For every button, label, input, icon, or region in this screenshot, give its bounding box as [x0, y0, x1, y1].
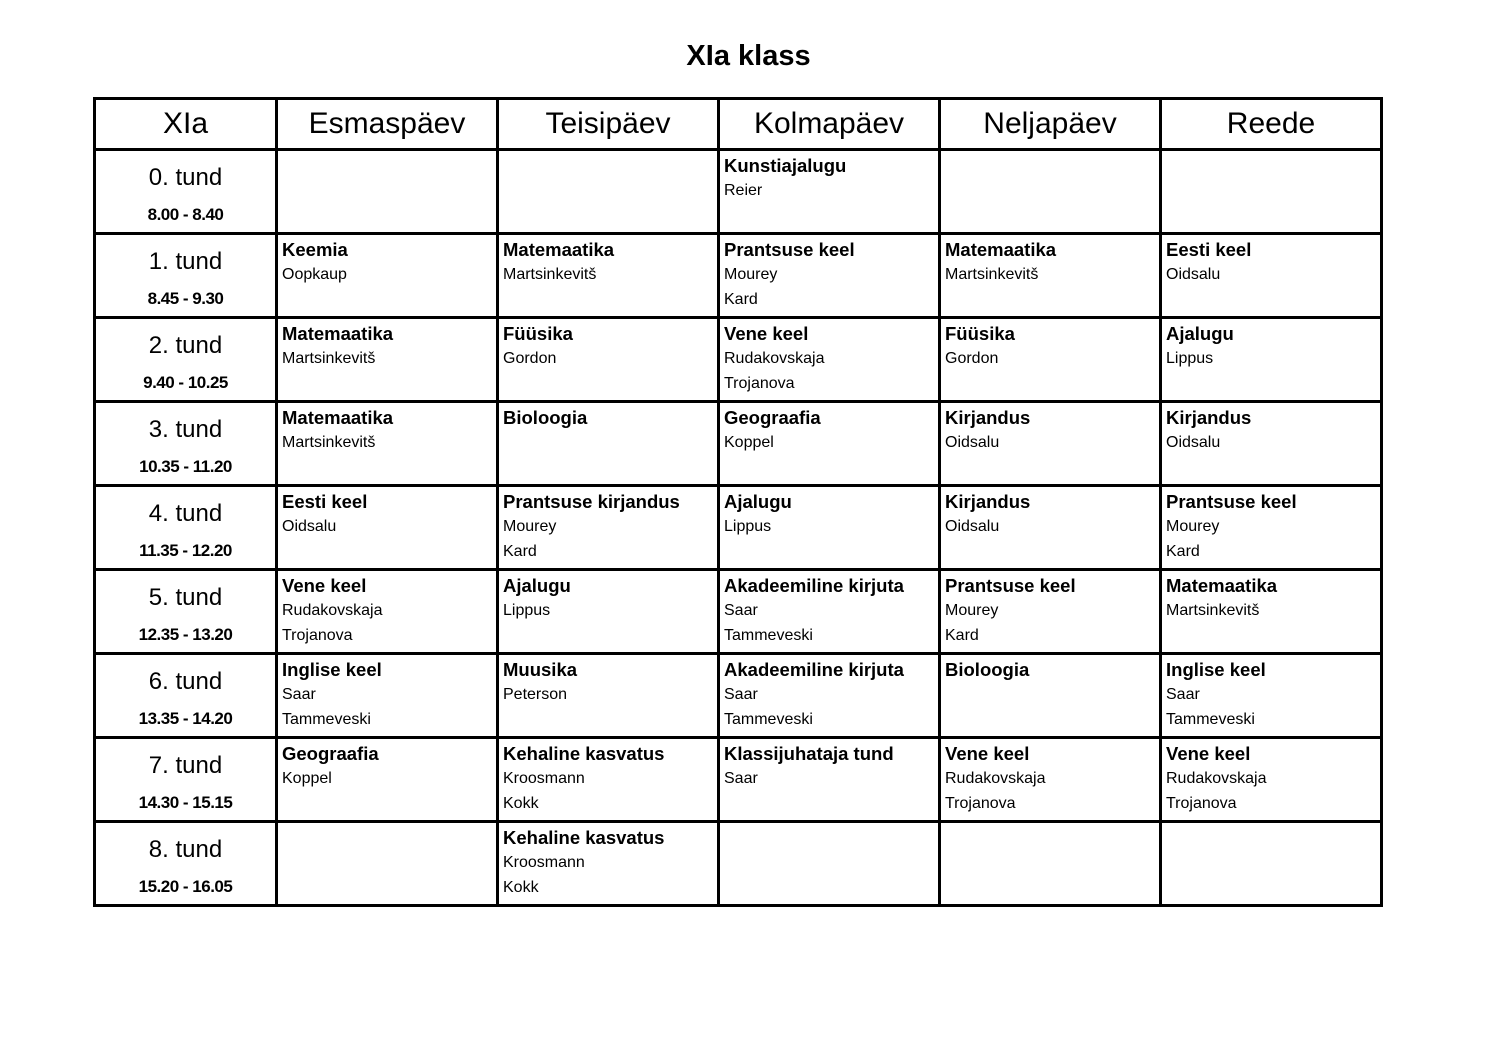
lesson-teacher: Martsinkevitš — [282, 350, 376, 367]
lesson-cell — [1161, 654, 1382, 738]
lesson-teacher: Martsinkevitš — [945, 266, 1039, 283]
lesson-teacher: Lippus — [503, 602, 551, 619]
period-cell — [95, 150, 277, 234]
lesson-cell — [277, 402, 498, 486]
period-time: 9.40 - 10.25 — [143, 373, 228, 393]
lesson-cell — [719, 234, 940, 318]
day-header-wednesday: Kolmapäev — [719, 99, 940, 150]
lesson-subject: Akadeemiline kirjuta — [724, 659, 904, 680]
period-time: 13.35 - 14.20 — [138, 709, 233, 729]
timetable-body — [95, 150, 1382, 906]
page-title: XIa klass — [686, 40, 811, 72]
lesson-teacher: Trojanova — [945, 795, 1016, 812]
lesson-teacher: Saar — [1166, 686, 1200, 703]
lesson-teacher: Kard — [1166, 543, 1200, 560]
lesson-cell — [498, 150, 719, 234]
lesson-cell — [940, 318, 1161, 402]
table-row — [95, 234, 1382, 318]
lesson-cell — [498, 486, 719, 570]
period-time: 8.00 - 8.40 — [147, 205, 224, 225]
lesson-subject: Matemaatika — [1166, 575, 1278, 596]
lesson-subject: Kehaline kasvatus — [503, 743, 665, 764]
lesson-cell — [498, 402, 719, 486]
lesson-teacher: Saar — [724, 602, 758, 619]
lesson-teacher: Kard — [724, 291, 758, 308]
table-row — [95, 654, 1382, 738]
lesson-teacher: Kokk — [503, 879, 539, 896]
lesson-subject: Eesti keel — [1166, 239, 1252, 260]
lesson-subject: Inglise keel — [282, 659, 382, 680]
header-row — [95, 99, 1382, 150]
lesson-teacher: Kard — [945, 627, 979, 644]
lesson-cell — [940, 654, 1161, 738]
period-cell — [95, 486, 277, 570]
lesson-cell — [1161, 318, 1382, 402]
lesson-teacher: Tammeveski — [724, 711, 813, 728]
table-row — [95, 570, 1382, 654]
lesson-teacher: Mourey — [503, 518, 557, 535]
lesson-cell — [1161, 486, 1382, 570]
day-header-monday: Esmaspäev — [277, 99, 498, 150]
lesson-cell — [1161, 150, 1382, 234]
lesson-cell — [940, 822, 1161, 906]
lesson-teacher: Trojanova — [724, 375, 795, 392]
lesson-cell — [940, 150, 1161, 234]
lesson-cell — [1161, 570, 1382, 654]
lesson-cell — [498, 738, 719, 822]
lesson-subject: Matemaatika — [503, 239, 615, 260]
lesson-subject: Kunstiajalugu — [724, 155, 847, 176]
lesson-teacher: Oidsalu — [282, 518, 337, 535]
lesson-cell — [498, 654, 719, 738]
lesson-cell — [277, 738, 498, 822]
lesson-cell — [277, 318, 498, 402]
lesson-subject: Vene keel — [724, 323, 809, 344]
lesson-cell — [719, 738, 940, 822]
period-time: 8.45 - 9.30 — [147, 289, 224, 309]
lesson-subject: Matemaatika — [945, 239, 1057, 260]
lesson-cell — [277, 570, 498, 654]
lesson-subject: Bioloogia — [503, 407, 588, 428]
period-time: 15.20 - 16.05 — [138, 877, 233, 897]
lesson-teacher: Tammeveski — [724, 627, 813, 644]
lesson-cell — [1161, 822, 1382, 906]
table-row — [95, 150, 1382, 234]
lesson-cell — [719, 486, 940, 570]
lesson-cell — [940, 738, 1161, 822]
lesson-subject: Inglise keel — [1166, 659, 1266, 680]
lesson-cell — [719, 402, 940, 486]
period-cell — [95, 570, 277, 654]
timetable — [93, 97, 1383, 907]
lesson-subject: Ajalugu — [503, 575, 571, 596]
lesson-subject: Geograafia — [724, 407, 821, 428]
lesson-teacher: Mourey — [945, 602, 999, 619]
lesson-teacher: Rudakovskaja — [1166, 770, 1267, 787]
lesson-teacher: Tammeveski — [1166, 711, 1255, 728]
day-header-thursday: Neljapäev — [940, 99, 1161, 150]
table-row — [95, 402, 1382, 486]
period-label: 5. tund — [148, 584, 223, 611]
lesson-cell — [719, 570, 940, 654]
period-label: 2. tund — [148, 332, 223, 359]
period-label: 1. tund — [148, 248, 223, 275]
lesson-subject: Kirjandus — [945, 407, 1031, 428]
lesson-subject: Kirjandus — [945, 491, 1031, 512]
period-label: 6. tund — [148, 668, 223, 695]
lesson-teacher: Saar — [282, 686, 316, 703]
lesson-subject: Prantsuse kirjandus — [503, 491, 680, 512]
lesson-teacher: Lippus — [1166, 350, 1214, 367]
lesson-subject: Akadeemiline kirjuta — [724, 575, 904, 596]
lesson-cell — [277, 234, 498, 318]
lesson-teacher: Peterson — [503, 686, 568, 703]
lesson-cell — [940, 402, 1161, 486]
lesson-teacher: Oidsalu — [1166, 434, 1221, 451]
lesson-subject: Keemia — [282, 239, 348, 260]
timetable-header — [95, 99, 1382, 150]
lesson-subject: Matemaatika — [282, 407, 394, 428]
day-header-friday: Reede — [1161, 99, 1382, 150]
lesson-teacher: Lippus — [724, 518, 772, 535]
period-cell — [95, 738, 277, 822]
lesson-subject: Prantsuse keel — [724, 239, 855, 260]
lesson-teacher: Trojanova — [282, 627, 353, 644]
lesson-cell — [1161, 402, 1382, 486]
lesson-teacher: Saar — [724, 770, 758, 787]
lesson-teacher: Martsinkevitš — [1166, 602, 1260, 619]
lesson-cell — [940, 570, 1161, 654]
lesson-cell — [1161, 234, 1382, 318]
lesson-teacher: Koppel — [282, 770, 332, 787]
lesson-teacher: Mourey — [724, 266, 778, 283]
period-cell — [95, 234, 277, 318]
period-cell — [95, 654, 277, 738]
lesson-teacher: Saar — [724, 686, 758, 703]
lesson-subject: Eesti keel — [282, 491, 368, 512]
lesson-subject: Vene keel — [1166, 743, 1251, 764]
lesson-teacher: Rudakovskaja — [282, 602, 383, 619]
lesson-teacher: Kroosmann — [503, 770, 585, 787]
lesson-cell — [719, 150, 940, 234]
lesson-teacher: Oidsalu — [945, 518, 1000, 535]
lesson-teacher: Kokk — [503, 795, 539, 812]
lesson-subject: Kirjandus — [1166, 407, 1252, 428]
lesson-subject: Kehaline kasvatus — [503, 827, 665, 848]
lesson-cell — [277, 150, 498, 234]
lesson-cell — [719, 318, 940, 402]
lesson-teacher: Kroosmann — [503, 854, 585, 871]
lesson-cell — [1161, 738, 1382, 822]
period-cell — [95, 318, 277, 402]
lesson-cell — [277, 822, 498, 906]
lesson-subject: Prantsuse keel — [945, 575, 1076, 596]
lesson-subject: Vene keel — [282, 575, 367, 596]
lesson-subject: Ajalugu — [1166, 323, 1234, 344]
lesson-subject: Vene keel — [945, 743, 1030, 764]
lesson-teacher: Oopkaup — [282, 266, 347, 283]
lesson-subject: Matemaatika — [282, 323, 394, 344]
period-time: 10.35 - 11.20 — [139, 457, 232, 477]
lesson-cell — [498, 822, 719, 906]
lesson-subject: Ajalugu — [724, 491, 792, 512]
table-row — [95, 486, 1382, 570]
table-row — [95, 822, 1382, 906]
lesson-subject: Muusika — [503, 659, 578, 680]
lesson-cell — [277, 654, 498, 738]
lesson-cell — [719, 654, 940, 738]
lesson-teacher: Oidsalu — [945, 434, 1000, 451]
lesson-cell — [719, 822, 940, 906]
lesson-subject: Prantsuse keel — [1166, 491, 1297, 512]
lesson-cell — [277, 486, 498, 570]
corner-header: XIa — [95, 99, 277, 150]
lesson-subject: Füüsika — [945, 323, 1015, 344]
lesson-teacher: Rudakovskaja — [945, 770, 1046, 787]
period-label: 0. tund — [148, 164, 223, 191]
lesson-teacher: Kard — [503, 543, 537, 560]
lesson-cell — [498, 570, 719, 654]
period-label: 4. tund — [148, 500, 223, 527]
lesson-teacher: Gordon — [503, 350, 557, 367]
lesson-teacher: Martsinkevitš — [503, 266, 597, 283]
period-time: 12.35 - 13.20 — [138, 625, 233, 645]
period-cell — [95, 822, 277, 906]
period-label: 8. tund — [148, 836, 223, 863]
lesson-cell — [498, 234, 719, 318]
lesson-teacher: Mourey — [1166, 518, 1220, 535]
lesson-teacher: Tammeveski — [282, 711, 371, 728]
lesson-subject: Bioloogia — [945, 659, 1030, 680]
lesson-teacher: Oidsalu — [1166, 266, 1221, 283]
lesson-cell — [940, 486, 1161, 570]
day-header-tuesday: Teisipäev — [498, 99, 719, 150]
lesson-cell — [498, 318, 719, 402]
lesson-teacher: Reier — [724, 182, 763, 199]
lesson-teacher: Trojanova — [1166, 795, 1237, 812]
table-row — [95, 318, 1382, 402]
lesson-subject: Geograafia — [282, 743, 379, 764]
lesson-subject: Füüsika — [503, 323, 573, 344]
period-label: 3. tund — [148, 416, 223, 443]
lesson-teacher: Gordon — [945, 350, 999, 367]
period-time: 11.35 - 12.20 — [139, 541, 232, 561]
table-row — [95, 738, 1382, 822]
lesson-teacher: Koppel — [724, 434, 774, 451]
period-cell — [95, 402, 277, 486]
period-time: 14.30 - 15.15 — [138, 793, 233, 813]
period-label: 7. tund — [148, 752, 223, 779]
lesson-cell — [940, 234, 1161, 318]
lesson-subject: Klassijuhataja tund — [724, 743, 894, 764]
lesson-teacher: Martsinkevitš — [282, 434, 376, 451]
lesson-teacher: Rudakovskaja — [724, 350, 825, 367]
